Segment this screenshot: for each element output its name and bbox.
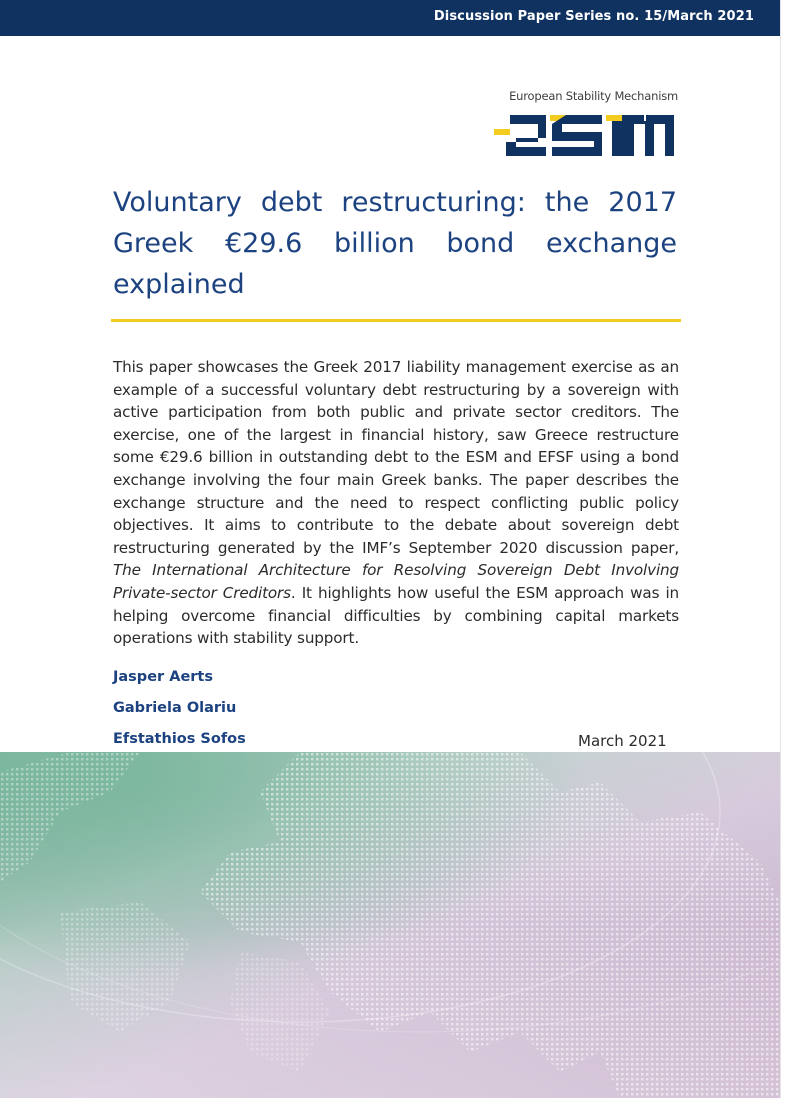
esm-logo xyxy=(494,112,680,160)
abstract-text-1: This paper showcases the Greek 2017 liability management exercise as an example of a successful voluntary debt restructuring by a sovereign with active participation from both public and private sector creditors. The exercise, one of the largest in financial history, saw Greece restructure some €29.6 billion in outstanding debt to the ESM and EFSF using a bond exchange involving the four main Greek banks. The paper describes the exchange structure and the need to respect conflicting public policy objectives. It aims to contribute to the debate about sovereign debt restructuring generated by the IMF’s September 2020 discussion paper, xyxy=(113,358,679,557)
paper-title: Voluntary debt restructuring: the 2017 Greek €29.6 billion bond exchange explained xyxy=(113,187,677,300)
page-edge xyxy=(780,0,796,1098)
abstract xyxy=(113,356,679,650)
abstract-text-2: . It highlights how useful the ESM approach was in helping overcome financial difficulties by combining capital markets operations with stability support. xyxy=(113,583,679,648)
esm-logo-graphic xyxy=(494,112,680,160)
cover-background-image xyxy=(0,752,780,1098)
author-name: Jasper Aerts xyxy=(113,669,213,685)
author-name: Gabriela Olariu xyxy=(113,700,237,716)
brand-name: European Stability Mechanism xyxy=(509,89,678,103)
europe-map-graphic xyxy=(0,752,780,1098)
series-label: Discussion Paper Series no. 15/March 2021 xyxy=(433,9,754,24)
series-header-bar xyxy=(0,0,780,36)
abstract-cited-title: The International Architecture for Resolving Sovereign Debt Involving Private-sector Creditors xyxy=(113,561,679,602)
publication-date: March 2021 xyxy=(578,732,667,750)
author-name: Efstathios Sofos xyxy=(113,731,246,747)
title-rule xyxy=(111,319,681,322)
